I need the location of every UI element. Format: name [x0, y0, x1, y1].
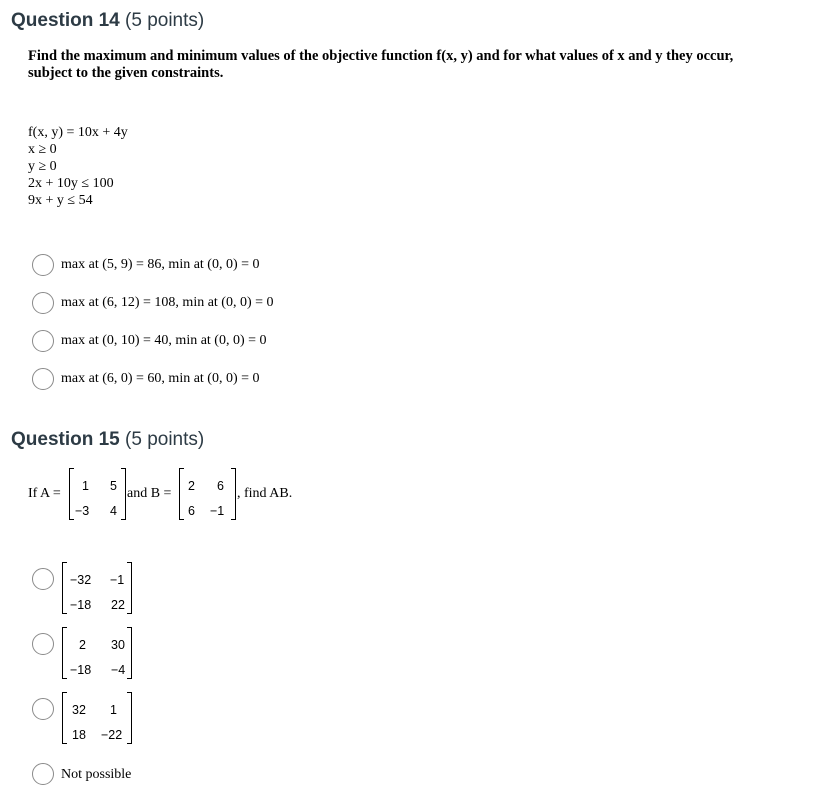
- constraint-1: x ≥ 0: [28, 142, 57, 157]
- question-14-points: (5 points): [125, 10, 205, 31]
- matrix-b-cell-2-1: 6: [188, 504, 195, 518]
- q14-option-2-radio[interactable]: [32, 292, 54, 314]
- q15-option-3-cell-2-2: −22: [101, 728, 123, 742]
- q14-option-4-radio[interactable]: [32, 368, 54, 390]
- q15-option-3-cell-1-1: 32: [72, 703, 86, 717]
- question-14-prompt: Find the maximum and minimum values of the objective function f(x, y) and for what values of x and y they occur, subject to the given constraints.: [28, 48, 734, 81]
- q14-option-4-label[interactable]: max at (6, 0) = 60, min at (0, 0) = 0: [61, 371, 260, 386]
- matrix-b: [179, 468, 236, 520]
- q15-option-4-radio[interactable]: [32, 763, 54, 785]
- q15-option-4-label[interactable]: Not possible: [61, 767, 132, 782]
- q15-option-1-cell-2-2: 22: [111, 598, 125, 612]
- q15-option-2-radio[interactable]: [32, 633, 54, 655]
- q14-option-3-label[interactable]: max at (0, 10) = 40, min at (0, 0) = 0: [61, 333, 267, 348]
- matrix-a-cell-2-2: 4: [110, 504, 117, 518]
- q15-option-2-cell-1-2: 30: [111, 638, 125, 652]
- matrix-b-cell-2-2: −1: [210, 504, 225, 518]
- question-15-points: (5 points): [125, 429, 205, 450]
- q15-prompt-prefix: If A =: [28, 486, 61, 501]
- q15-option-3-cell-2-1: 18: [72, 728, 86, 742]
- question-14-header: [11, 10, 204, 32]
- q15-option-1-matrix[interactable]: [62, 562, 132, 614]
- objective-function: f(x, y) = 10x + 4y: [28, 125, 128, 140]
- q15-prompt-middle: and B =: [127, 486, 172, 501]
- q14-option-3-radio[interactable]: [32, 330, 54, 352]
- q14-option-2-label[interactable]: max at (6, 12) = 108, min at (0, 0) = 0: [61, 295, 274, 310]
- question-14-title: Question 14: [11, 10, 120, 31]
- q15-option-3-matrix[interactable]: [62, 692, 132, 744]
- constraint-4: 9x + y ≤ 54: [28, 193, 93, 208]
- q15-option-2-cell-1-1: 2: [79, 638, 86, 652]
- q15-option-1-cell-2-1: −18: [70, 598, 92, 612]
- q15-option-2-matrix[interactable]: [62, 627, 132, 679]
- q15-prompt-suffix: , find AB.: [237, 486, 293, 501]
- q15-option-1-cell-1-1: −32: [70, 573, 92, 587]
- q14-option-1-label[interactable]: max at (5, 9) = 86, min at (0, 0) = 0: [61, 257, 260, 272]
- q15-option-3-cell-1-2: 1: [110, 703, 117, 717]
- matrix-a: [69, 468, 126, 520]
- q15-option-2-cell-2-2: −4: [111, 663, 126, 677]
- q15-option-2-cell-2-1: −18: [70, 663, 92, 677]
- q14-option-1-radio[interactable]: [32, 254, 54, 276]
- question-15-title: Question 15: [11, 429, 120, 450]
- question-15-header: [11, 429, 204, 451]
- q15-option-1-radio[interactable]: [32, 568, 54, 590]
- q15-option-1-cell-1-2: −1: [110, 573, 125, 587]
- matrix-a-cell-1-2: 5: [110, 479, 117, 493]
- matrix-a-cell-1-1: 1: [82, 479, 89, 493]
- q15-option-3-radio[interactable]: [32, 698, 54, 720]
- matrix-a-cell-2-1: −3: [75, 504, 90, 518]
- constraint-2: y ≥ 0: [28, 159, 57, 174]
- matrix-b-cell-1-2: 6: [217, 479, 224, 493]
- matrix-b-cell-1-1: 2: [188, 479, 195, 493]
- constraint-3: 2x + 10y ≤ 100: [28, 176, 114, 191]
